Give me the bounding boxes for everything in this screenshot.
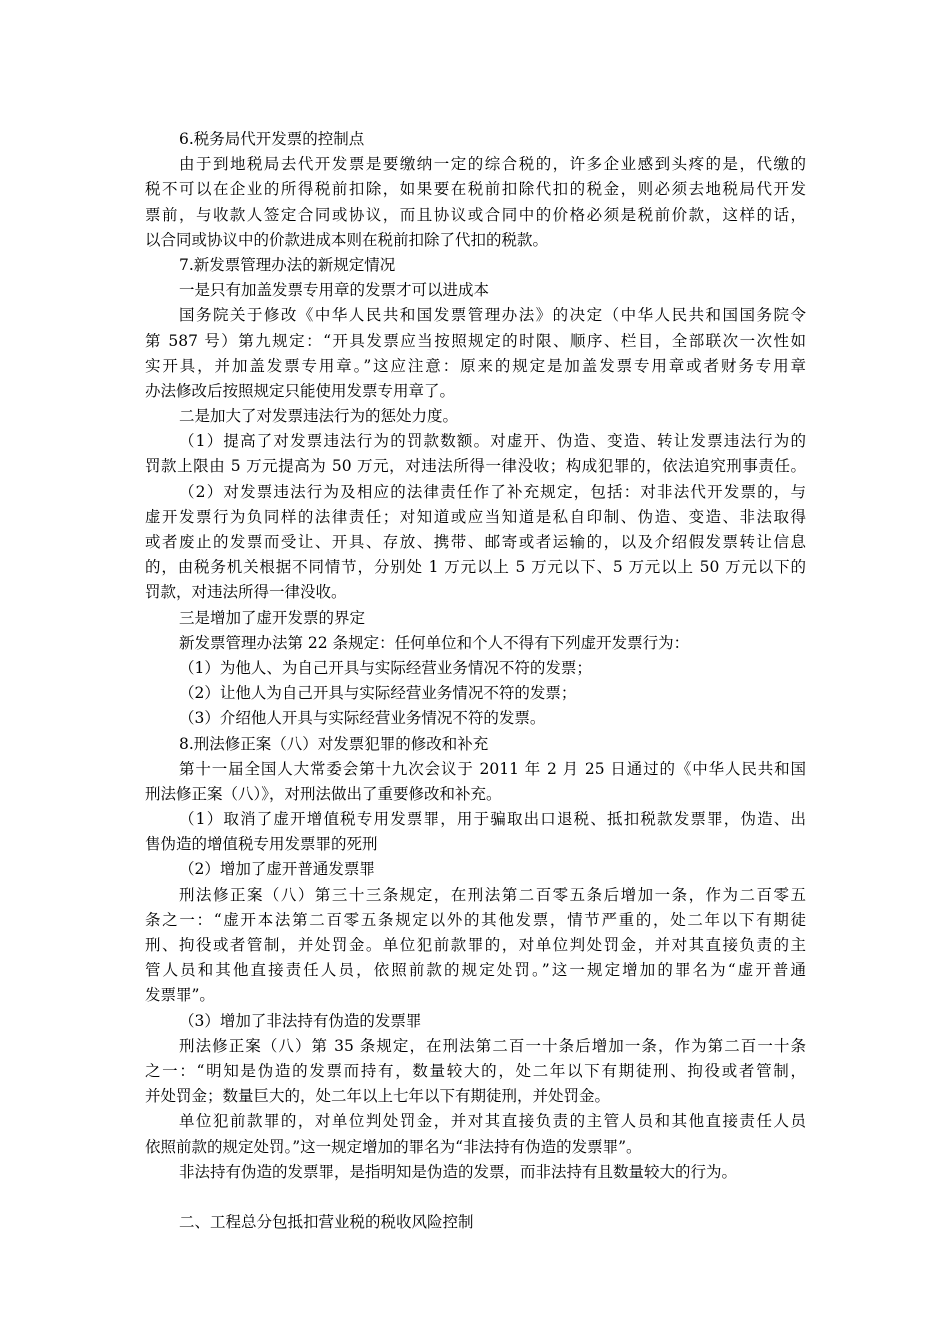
text-line: 刑、拘役或者管制，并处罚金。单位犯前款罪的，对单位判处罚金，并对其直接负责的主 [145,936,806,954]
text-line: 由于到地税局去代开发票是要缴纳一定的综合税的，许多企业感到头疼的是，代缴的 [179,155,806,174]
text-line: 新发票管理办法第 22 条规定：任何单位和个人不得有下列虚开发票行为： [179,633,690,652]
text-line: （1）提高了对发票违法行为的罚款数额。对虚开、伪造、变造、转让发票违法行为的 [179,432,806,451]
text-line: 实开具，并加盖发票专用章。”这应注意：原来的规定是加盖发票专用章或者财务专用章 [145,356,806,375]
text-line: 三是增加了虚开发票的界定 [179,608,366,627]
text-line: 管人员和其他直接责任人员，依照前款的规定处罚。”这一规定增加的罪名为“虚开普通 [145,961,806,980]
text-line: 票前，与收款人签定合同或协议，而且协议或合同中的价格必须是税前价款，这样的话， [145,205,806,224]
text-line: 的，由税务机关根据不同情节，分别处 1 万元以上 5 万元以下、5 万元以上 50 万元以下的 [145,558,806,577]
text-line: （3）介绍他人开具与实际经营业务情况不符的发票。 [179,709,546,728]
text-line: 二、工程总分包抵扣营业税的税收风险控制 [179,1213,474,1232]
text-line: 一是只有加盖发票专用章的发票才可以进成本 [179,281,490,300]
text-line: 依照前款的规定处罚。”这一规定增加的罪名为“非法持有伪造的发票罪”。 [145,1137,642,1156]
blank-line [145,1185,806,1210]
text-line: 发票罪”。 [145,986,215,1005]
text-line: （2）让他人为自己开具与实际经营业务情况不符的发票； [179,684,577,703]
text-line: 6.税务局代开发票的控制点 [179,130,365,148]
text-line: 单位犯前款罪的，对单位判处罚金，并对其直接负责的主管人员和其他直接责任人员 [179,1112,806,1131]
text-line: 非法持有伪造的发票罪，是指明知是伪造的发票，而非法持有且数量较大的行为。 [179,1162,738,1181]
text-line: 办法修改后按照规定只能使用发票专用章了。 [145,381,456,400]
text-line: （3）增加了非法持有伪造的发票罪 [179,1011,422,1030]
document-body [145,127,806,1235]
text-line: 条之一：“虚开本法第二百零五条规定以外的其他发票，情节严重的，处二年以下有期徒 [145,910,806,929]
text-line: 之一：“明知是伪造的发票而持有，数量较大的，处二年以下有期徒刑、拘役或者管制， [145,1061,806,1080]
text-line: 第十一届全国人大常委会第十九次会议于 2011 年 2 月 25 日通过的《中华人民共和国 [179,759,806,778]
text-line: （1）为他人、为自己开具与实际经营业务情况不符的发票； [179,658,592,677]
text-line: 7.新发票管理办法的新规定情况 [179,255,396,274]
text-line: 罚款，对违法所得一律没收。 [145,583,347,602]
text-line: 罚款上限由 5 万元提高为 50 万元，对违法所得一律没收；构成犯罪的，依法追究刑事责任。 [145,457,806,476]
text-line: 税不可以在企业的所得税前扣除，如果要在税前扣除代扣的税金，则必须去地税局代开发 [145,180,806,199]
text-line: 或者废止的发票而受让、开具、存放、携带、邮寄或者运输的，以及介绍假发票转让信息 [145,533,806,551]
text-line: （1）取消了虚开增值税专用发票罪，用于骗取出口退税、抵扣税款发票罪，伪造、出 [179,810,806,829]
text-line: 8.刑法修正案（八）对发票犯罪的修改和补充 [179,734,489,753]
text-line: 第 587 号）第九规定：“开具发票应当按照规定的时限、顺序、栏目，全部联次一次性如 [145,331,806,350]
text-line: 以合同或协议中的价款进成本则在税前扣除了代扣的税款。 [145,230,549,249]
text-line: 售伪造的增值税专用发票罪的死刑 [145,835,378,854]
text-line: 虚开发票行为负同样的法律责任；对知道或应当知道是私自印制、伪造、变造、非法取得 [145,507,806,526]
text-line: （2）增加了虚开普通发票罪 [179,860,375,879]
text-line: 二是加大了对发票违法行为的惩处力度。 [179,407,459,426]
text-line: 刑法修正案（八）第三十三条规定，在刑法第二百零五条后增加一条，作为二百零五 [179,885,806,904]
text-line: 国务院关于修改《中华人民共和国发票管理办法》的决定（中华人民共和国国务院令 [179,306,806,325]
text-line: 刑法修正案（八）》，对刑法做出了重要修改和补充。 [145,784,502,803]
text-line: （2）对发票违法行为及相应的法律责任作了补充规定，包括：对非法代开发票的，与 [179,482,806,501]
text-line: 并处罚金；数量巨大的，处二年以上七年以下有期徒刑，并处罚金。 [145,1087,611,1106]
text-line: 刑法修正案（八）第 35 条规定，在刑法第二百一十条后增加一条，作为第二百一十条 [179,1036,806,1055]
